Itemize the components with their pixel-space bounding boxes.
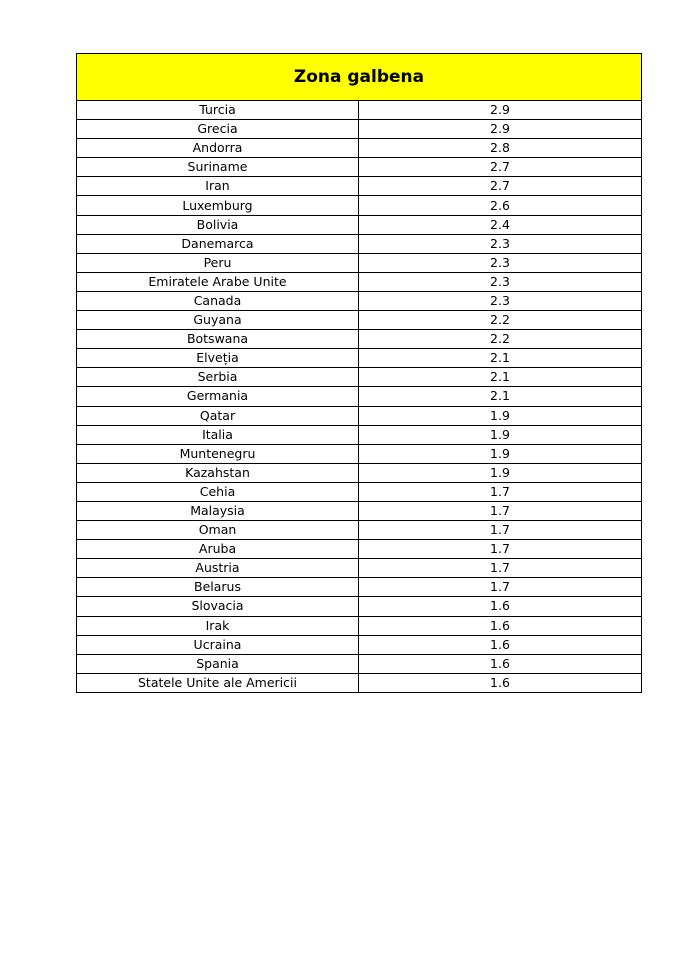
value-cell: 1.7 [359,501,642,520]
country-cell: Cehia [77,482,359,501]
table-row [77,330,642,349]
country-cell: Ucraina [77,635,359,654]
value-cell: 1.9 [359,425,642,444]
country-cell: Emiratele Arabe Unite [77,272,359,291]
value-cell: 2.3 [359,272,642,291]
country-cell: Luxemburg [77,196,359,215]
country-cell: Statele Unite ale Americii [77,673,359,692]
value-cell: 2.1 [359,349,642,368]
country-cell: Austria [77,559,359,578]
country-cell: Spania [77,654,359,673]
value-cell: 1.7 [359,540,642,559]
value-cell: 1.6 [359,673,642,692]
table-row [77,635,642,654]
country-cell: Bolivia [77,215,359,234]
country-cell: Germania [77,387,359,406]
value-cell: 2.8 [359,139,642,158]
value-cell: 1.9 [359,463,642,482]
value-cell: 1.7 [359,482,642,501]
country-cell: Guyana [77,311,359,330]
table-title: Zona galbena [77,54,642,101]
table-row [77,559,642,578]
table-row [77,139,642,158]
value-cell: 1.6 [359,597,642,616]
value-cell: 1.6 [359,635,642,654]
value-cell: 2.1 [359,368,642,387]
value-cell: 1.6 [359,616,642,635]
country-cell: Irak [77,616,359,635]
value-cell: 2.2 [359,330,642,349]
country-cell: Iran [77,177,359,196]
country-cell: Aruba [77,540,359,559]
table-row [77,120,642,139]
value-cell: 2.1 [359,387,642,406]
table-row [77,521,642,540]
table-row [77,368,642,387]
country-cell: Canada [77,291,359,310]
value-cell: 1.6 [359,654,642,673]
value-cell: 2.2 [359,311,642,330]
table-row [77,444,642,463]
table-row [77,482,642,501]
table-row [77,311,642,330]
table-row [77,291,642,310]
table-row [77,578,642,597]
table-row [77,387,642,406]
yellow-zone-table [76,53,642,693]
table-row [77,158,642,177]
table-row [77,253,642,272]
country-cell: Turcia [77,101,359,120]
value-cell: 2.3 [359,253,642,272]
table-row [77,272,642,291]
country-cell: Kazahstan [77,463,359,482]
table-row [77,406,642,425]
value-cell: 1.7 [359,559,642,578]
table-row [77,425,642,444]
country-cell: Malaysia [77,501,359,520]
table-row [77,215,642,234]
value-cell: 1.7 [359,578,642,597]
value-cell: 2.4 [359,215,642,234]
value-cell: 2.9 [359,101,642,120]
country-cell: Qatar [77,406,359,425]
value-cell: 2.7 [359,158,642,177]
country-cell: Botswana [77,330,359,349]
value-cell: 2.6 [359,196,642,215]
value-cell: 1.9 [359,444,642,463]
country-cell: Elveția [77,349,359,368]
table-row [77,501,642,520]
table-row [77,597,642,616]
table-row [77,234,642,253]
table-row [77,616,642,635]
table-row [77,463,642,482]
table-body [77,101,642,693]
value-cell: 2.7 [359,177,642,196]
table-row [77,196,642,215]
table-row [77,673,642,692]
table-row [77,654,642,673]
country-cell: Danemarca [77,234,359,253]
table-row [77,540,642,559]
country-cell: Peru [77,253,359,272]
value-cell: 1.7 [359,521,642,540]
value-cell: 2.3 [359,291,642,310]
country-cell: Grecia [77,120,359,139]
table-row [77,177,642,196]
value-cell: 2.9 [359,120,642,139]
country-cell: Slovacia [77,597,359,616]
table-header-row [77,54,642,101]
table-row [77,349,642,368]
country-cell: Serbia [77,368,359,387]
country-cell: Suriname [77,158,359,177]
country-cell: Belarus [77,578,359,597]
country-cell: Oman [77,521,359,540]
country-cell: Muntenegru [77,444,359,463]
table-row [77,101,642,120]
country-cell: Italia [77,425,359,444]
value-cell: 2.3 [359,234,642,253]
value-cell: 1.9 [359,406,642,425]
country-cell: Andorra [77,139,359,158]
